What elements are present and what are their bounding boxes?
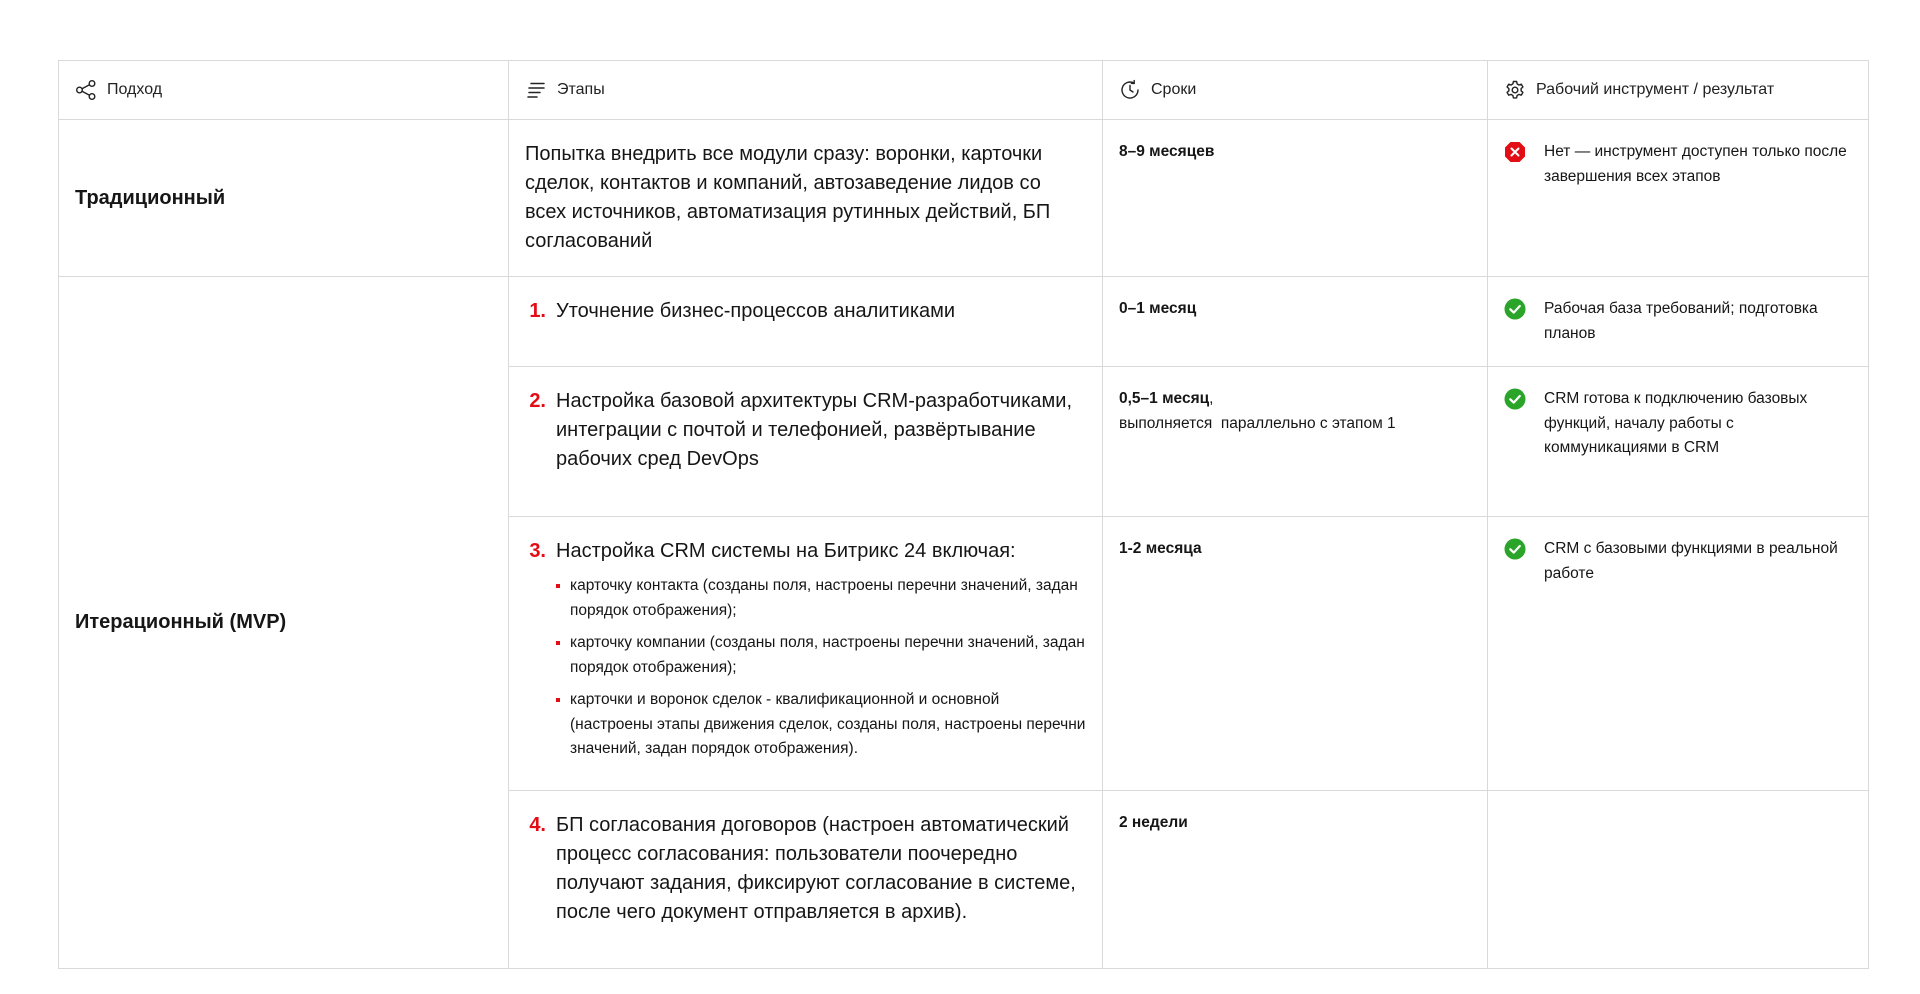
table-row-iterative-1 <box>59 277 1869 367</box>
step-number: 1. <box>529 300 546 322</box>
result-text: CRM с базовыми функциями в реальной работе <box>1544 540 1838 582</box>
result-step-2 <box>1488 367 1869 517</box>
term-value: 1-2 месяца <box>1119 540 1202 557</box>
term-step-4 <box>1103 790 1488 968</box>
stage-step-1 <box>509 277 1103 367</box>
approach-iterative: Итерационный (MVP) <box>59 277 509 969</box>
stage-step-3 <box>509 517 1103 791</box>
stage-step-4 <box>509 790 1103 968</box>
result-text: Нет — инструмент доступен только после завершения всех этапов <box>1544 143 1847 185</box>
share-nodes-icon <box>75 79 97 101</box>
check-icon <box>1504 538 1526 560</box>
gear-icon <box>1504 79 1526 101</box>
step-number: 4. <box>529 813 546 836</box>
result-step-3 <box>1488 517 1869 791</box>
header-terms-label: Сроки <box>1151 81 1197 98</box>
term-value: 8–9 месяцев <box>1119 143 1215 160</box>
clock-icon <box>1119 79 1141 101</box>
term-step-1 <box>1103 277 1488 367</box>
check-icon <box>1504 298 1526 320</box>
header-terms <box>1103 61 1488 120</box>
step-text: Настройка CRM системы на Битрикс 24 включая: <box>556 540 1016 562</box>
approach-traditional: Традиционный <box>59 120 509 277</box>
comparison-table <box>58 60 1869 969</box>
stage-step-2 <box>509 367 1103 517</box>
header-approach <box>59 61 509 120</box>
step-text: Настройка базовой архитектуры CRM-разработчиками, интеграции с почтой и телефонией, развёртывание рабочих сред DevOps <box>556 390 1072 470</box>
term-value: 0–1 месяц <box>1119 300 1197 317</box>
list-item: карточку компании (созданы поля, настроены перечни значений, задан порядок отображения); <box>556 631 1086 680</box>
result-step-1 <box>1488 277 1869 367</box>
term-value: 2 недели <box>1119 813 1188 831</box>
table-header-row <box>59 61 1869 120</box>
stage-traditional: Попытка внедрить все модули сразу: воронки, карточки сделок, контактов и компаний, автозаведение лидов со всех источников, автоматизация рутинных действий, БП согласований <box>509 120 1103 277</box>
term-step-3 <box>1103 517 1488 791</box>
header-result <box>1488 61 1869 120</box>
term-note: выполняется параллельно с этапом 1 <box>1119 414 1396 432</box>
header-stages-label: Этапы <box>557 81 605 98</box>
term-step-2: 0,5–1 месяц, выполняется параллельно с этапом 1 <box>1103 367 1488 517</box>
step-number: 2. <box>529 390 546 412</box>
list-item: карточку контакта (созданы поля, настроены перечни значений, задан порядок отображения); <box>556 574 1086 623</box>
result-step-4 <box>1488 790 1869 968</box>
term-value: 0,5–1 месяц <box>1119 390 1210 407</box>
header-stages <box>509 61 1103 120</box>
term-traditional <box>1103 120 1488 277</box>
step-3-bullet-list <box>529 574 1086 762</box>
header-approach-label: Подход <box>107 81 163 98</box>
step-text: БП согласования договоров (настроен автоматический процесс согласования: пользователи поочередно получают задания, фиксируют согласование в системе, после чего документ отправляется в архив). <box>556 813 1076 923</box>
list-item: карточки и воронок сделок - квалификационной и основной (настроены этапы движения сделок, созданы поля, настроены перечни значений, задан порядок отображения). <box>556 688 1086 762</box>
text-lines-icon <box>525 79 547 101</box>
result-text: CRM готова к подключению базовых функций, началу работы с коммуникациями в CRM <box>1544 390 1808 456</box>
step-text: Уточнение бизнес-процессов аналитиками <box>556 300 956 322</box>
header-result-label: Рабочий инструмент / результат <box>1536 81 1775 98</box>
check-icon <box>1504 388 1526 410</box>
result-text: Рабочая база требований; подготовка планов <box>1544 300 1818 342</box>
error-icon <box>1504 141 1526 163</box>
step-number: 3. <box>529 540 546 562</box>
result-traditional <box>1488 120 1869 277</box>
table-row-traditional <box>59 120 1869 277</box>
